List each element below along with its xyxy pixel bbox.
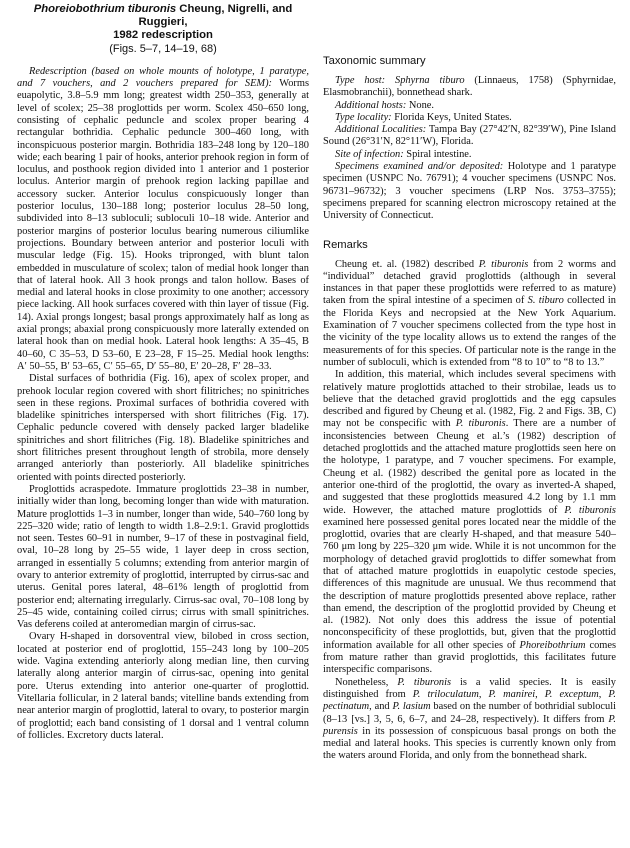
additional-localities-text: Tampa Bay (27°42′N, 82°39′W), Pine Island Sound (26°31′N, 82°11′W), Florida. bbox=[323, 124, 616, 148]
figure-reference: (Figs. 5–7, 14–19, 68) bbox=[109, 42, 217, 55]
species-name: P. tiburonis bbox=[397, 676, 452, 688]
title-line-1 bbox=[17, 3, 309, 29]
species-name: P. tiburonis bbox=[455, 418, 506, 430]
species-name: P. triloculatum bbox=[412, 688, 479, 700]
additional-localities-entry bbox=[323, 124, 616, 149]
type-host-label: Type host: bbox=[335, 75, 386, 86]
surface-paragraph: Distal surfaces of bothridia (Fig. 16), apex of scolex proper, and prehook locular region covered with short filitriches; no spinitriches seen in these regions. Proximal surfaces of bothridia covered with bladelike spinitriches interspersed with short filitriches (Fig. 17). Cephalic peduncle covered with densely packed larger bladelike spinitriches and short filitriches (Fig. 18). Bladelike spinitriches and short filitriches present throughout length of strobila, more densely arranged anteriorly than posteriorly. All bladelike spinitriches oriented with points directed posteriorly. bbox=[17, 373, 309, 483]
species-name: P. lasium bbox=[392, 701, 431, 713]
species-name: P. purensis bbox=[323, 713, 616, 737]
additional-hosts-text: None. bbox=[406, 99, 434, 111]
species-name: P. exceptum bbox=[544, 688, 599, 700]
site-of-infection-text: Spiral intestine. bbox=[403, 148, 472, 160]
type-host-text: (Linnaeus, 1758) (Sphyrnidae, Elasmobranchii), bonnethead shark. bbox=[323, 75, 616, 99]
species-name: P. tiburonis bbox=[564, 504, 616, 516]
additional-hosts-entry bbox=[323, 100, 616, 112]
redescription-paragraph bbox=[17, 66, 309, 373]
redescription-lead: Redescription (based on whole mounts of holotype, 1 paratype, and 7 vouchers, and 2 vouchers prepared for SEM): bbox=[17, 65, 309, 90]
remarks-text: , bbox=[598, 688, 609, 700]
type-host-species: Sphyrna tiburo bbox=[385, 75, 465, 86]
additional-localities-label: Additional Localities: bbox=[335, 124, 427, 136]
remarks-text: , bbox=[535, 688, 545, 700]
remarks-text: comes from mature rather than gravid proglottids, this facilitates future interspecific comparisons. bbox=[323, 639, 616, 676]
remarks-text: . There are a number of inconsistencies between Cheung et al.’s (1982) description of detached proglottids and the attached mature proglottids seen here on the holotype, 1 paratype, and 7 voucher specimens. For example, Cheung et al. (1982) described the genital pore as located in the anterior one-third of the proglottid, the ovary as inverted-A shaped, and suggested that these proglottids measured 4.2 long by 1.1 mm wide. However, the attached mature proglottids of bbox=[323, 418, 616, 516]
ovary-paragraph: Ovary H-shaped in dorsoventral view, bilobed in cross section, located at posterior end of proglottid, 155–243 long by 100–205 wide. Vagina extending anteriorly along median line, then curving laterally along anterior margin of cirrus-sac, opening into genital pore. Uterus extending into anterior one-quarter of proglottid. Vitellaria follicular, in 2 lateral bands; vitelline bands extending from near anterior margin of proglottid, lateral to ovary, to posterior margin of proglottid; each band consisting of 1 dorsal and 1 ventral column of follicles. Excretory ducts lateral. bbox=[17, 631, 309, 741]
remarks-text: , and bbox=[369, 701, 393, 713]
remarks-text: collected in the Florida Keys and necropsied at the New York Aquarium. Examination of 7 voucher specimens collected from the type host in the vicinity of the type locality allows us to extend the ranges of the measurements of for this species. Of particular note is the range in the number of subloculi, which is extended from “8 to 10” to “8 to 13.” bbox=[323, 295, 616, 368]
remarks-text: In addition, this material, which includes several specimens with relatively mature proglottids attached to their strobilae, leads us to believe that the detached gravid proglottids and the egg capsules described and figured by Cheung et al. (1982, Fig. 2 and Figs. 3B, C) may not be conspecific with bbox=[323, 369, 616, 430]
title-authors: Cheung, Nigrelli, and Ruggieri, bbox=[138, 3, 293, 29]
remarks-paragraph-1 bbox=[323, 259, 616, 370]
title-species-name: Phoreiobothrium tiburonis bbox=[33, 3, 177, 15]
remarks-text: from 2 worms and “individual” detached gravid proglottids (although in several instances in that paper these proglottids were referred to as mature) taken from the spiral intestine of a specimen of bbox=[323, 258, 616, 307]
species-name: P. tiburonis bbox=[478, 258, 529, 270]
type-locality-text: Florida Keys, United States. bbox=[391, 111, 512, 123]
remarks-text: Cheung et. al. (1982) described bbox=[335, 258, 479, 270]
remarks-text: examined here possessed genital pores located near the middle of the proglottid, ovaries that are clearly H-shaped, and that measure 540–760 μm long by 225–320 μm wide. While it is not uncommon for the morphology of detached gravid proglottids to differ somewhat from that of attached mature proglottids in euapolytic cestode species, differences of this magnitude are unusual. We thus recommend that the description of mature proglottids presented above replace, rather than emend, the description of the proglottid provided by Cheung et al. (1982). Not only does this address the issue of potential nonconspecificity of these proglottids, but, given that the proglottid information available for all other species of bbox=[323, 516, 616, 651]
remarks-heading: Remarks bbox=[323, 238, 368, 251]
site-of-infection-label: Site of infection: bbox=[335, 148, 404, 160]
title-line-2: 1982 redescription bbox=[113, 29, 213, 42]
genus-name: Phoreibothrium bbox=[519, 639, 586, 651]
redescription-text: Worms euapolytic, 3.8–5.9 mm long; greatest width 250–353, generally at level of scolex; 25–38 proglottids per worm. Scolex 450–650 long, consisting of cephalic peduncle and scolex proper bearing 4 rectangular bothridia. Cephalic peduncle 300–460 long, with inconspicuous posterior margin. Bothridia 183–248 long by 120–180 wide; each bearing 1 pair of hooks, anterior prehook region in form of loculus, and posthook region divided into 1 anterior and 1 posterior loculus. Anterior margin of prehook region lacking papillae and accessory sucker. Anterior loculus conspicuously longer than posterior loculus, 130–188 long; posterior loculus 28–50 long, subdivided into 8–13 subloculi; subloculi 10–18 wide. Anterior and posterior margins of posterior loculus bearing numerous ciliumlike projections. Boundary between anterior and posterior loculi with muscular ledge (Fig. 15). Hooks tripronged, with blunt talon embedded in musculature of scolex; talon of medial hook longer than that of lateral hook. All 3 hook prongs and talon hollow. Bases of medial and lateral hooks in close proximity to one another; accessory piece lacking. All hook surfaces covered with thin layer of tissue (Fig. 14). Axial prongs longest; basal prongs approximately half as long as axial prongs; abaxial prong conspicuously more laterally extended on lateral hook than on medial hook. Lateral hook lengths: A 35–45, B 40–60, C 35–53, D 53–60, E 23–28, F 15–25. Medial hook lengths: A′ 50–55, B′ 53–65, C′ 55–65, D′ 55–80, E′ 20–28, F′ 28–33. bbox=[17, 78, 309, 372]
type-locality-entry bbox=[323, 112, 616, 124]
left-column bbox=[17, 0, 309, 742]
type-host-entry bbox=[323, 75, 616, 100]
remarks-paragraph-2 bbox=[323, 369, 616, 676]
specimens-label: Specimens examined and/or deposited: bbox=[335, 161, 504, 173]
taxonomic-summary-heading: Taxonomic summary bbox=[323, 55, 426, 67]
specimens-entry bbox=[323, 161, 616, 222]
remarks-text: based on the number of bothridial subloculi (8–13 [vs.] 3, 5, 6, 6–7, and 24–28, respectively). It differs from bbox=[323, 701, 617, 725]
section-title bbox=[17, 3, 309, 56]
species-name: P. pectinatum bbox=[323, 688, 616, 713]
remarks-text: , bbox=[478, 688, 489, 700]
remarks-text: Nonetheless, bbox=[335, 676, 398, 688]
species-name: P. manirei bbox=[488, 688, 536, 700]
specimens-text: Holotype and 1 paratype specimen (USNPC No. 76791); 4 voucher specimens (USNPC Nos. 96731–96732); 3 voucher specimens (LRP Nos. 3753–3755); specimens prepared for scanning electron microscopy retained at the University of Connecticut. bbox=[323, 161, 616, 222]
proglottids-paragraph: Proglottids acraspedote. Immature proglottids 23–38 in number, initially wider than long, becoming longer than wide with maturation. Mature proglottids 1–3 in number, longer than wide, 540–760 long by 225–320 wide; ratio of length to width 1.8–2.9:1. Gravid proglottids not seen. Testes 60–91 in number, 9–17 of these in postvaginal field, oval, 10–28 long by 25–55 wide, 1 layer deep in cross section, arranged in essentially 5 columns; extending from anterior margin of ovary to anterior extremity of proglottid, interrupted by cirrus-sac and uterus. Genital pores lateral, 48–61% length of proglottid from posterior end; alternating irregularly. Cirrus-sac oval, 70–108 long by 25–45 wide, containing coiled cirrus; cirrus with small spinitriches. Vas deferens coiled at anteromedian margin of cirrus-sac. bbox=[17, 483, 309, 631]
species-name: S. tiburo bbox=[527, 295, 564, 307]
additional-hosts-label: Additional hosts: bbox=[335, 99, 407, 111]
type-locality-label: Type locality: bbox=[335, 111, 392, 123]
site-of-infection-entry bbox=[323, 149, 616, 161]
right-column bbox=[323, 0, 616, 763]
remarks-text: is a valid species. It is easily distinguished from bbox=[323, 676, 616, 700]
remarks-paragraph-3 bbox=[323, 677, 616, 763]
remarks-text: in its possession of conspicuous basal prongs on both the medial and lateral hooks. This species is currently known only from the waters around Florida, and only from the bonnethead shark. bbox=[323, 725, 616, 762]
